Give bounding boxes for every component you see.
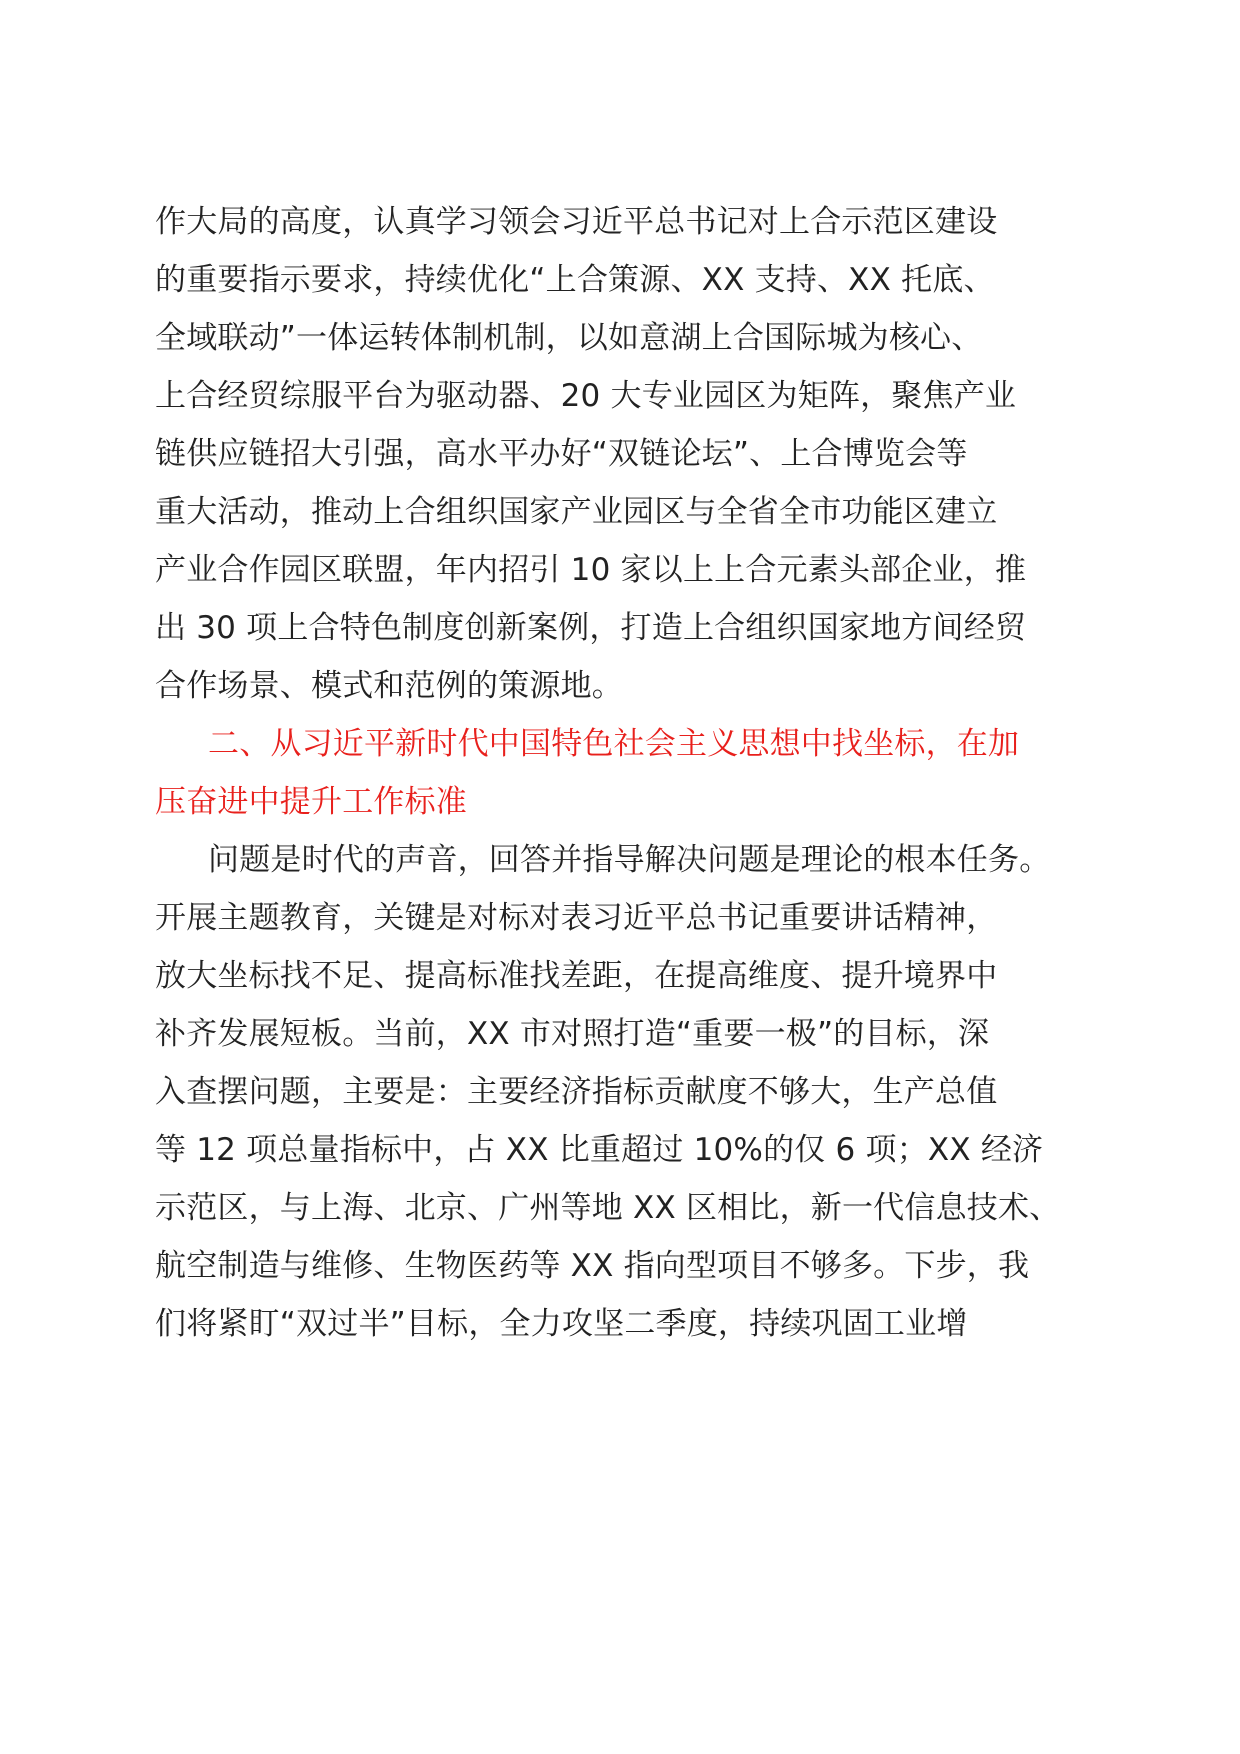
paragraph-1-line: 合作场景、模式和范例的策源地。	[155, 668, 623, 704]
paragraph-1-line: 出 30 项上合特色制度创新案例，打造上合组织国家地方间经贸	[155, 610, 1027, 646]
paragraph-2-line: 补齐发展短板。当前，XX 市对照打造“重要一极”的目标，深	[155, 1016, 990, 1052]
paragraph-1-line: 上合经贸综服平台为驱动器、20 大专业园区为矩阵，聚焦产业	[155, 378, 1017, 414]
paragraph-2-line: 航空制造与维修、生物医药等 XX 指向型项目不够多。下步，我	[155, 1248, 1030, 1284]
paragraph-1-line: 作大局的高度，认真学习领会习近平总书记对上合示范区建设	[155, 204, 998, 240]
paragraph-1-line: 的重要指示要求，持续优化“上合策源、XX 支持、XX 托底、	[155, 262, 995, 298]
paragraph-1-line: 全域联动”一体运转体制机制，以如意湖上合国际城为核心、	[155, 320, 983, 356]
section-heading: 压奋进中提升工作标准	[155, 784, 467, 820]
paragraph-2-line: 示范区，与上海、北京、广州等地 XX 区相比，新一代信息技术、	[155, 1190, 1061, 1226]
paragraph-2-line: 放大坐标找不足、提高标准找差距，在提高维度、提升境界中	[155, 958, 998, 994]
paragraph-2-line: 问题是时代的声音，回答并指导解决问题是理论的根本任务。	[208, 842, 1051, 878]
section-heading: 二、从习近平新时代中国特色社会主义思想中找坐标，在加	[208, 726, 1020, 762]
paragraph-1-line: 重大活动，推动上合组织国家产业园区与全省全市功能区建立	[155, 494, 998, 530]
paragraph-1-line: 链供应链招大引强，高水平办好“双链论坛”、上合博览会等	[155, 436, 968, 472]
paragraph-2-line: 等 12 项总量指标中，占 XX 比重超过 10%的仅 6 项；XX 经济	[155, 1132, 1044, 1168]
paragraph-1-line: 产业合作园区联盟，年内招引 10 家以上上合元素头部企业，推	[155, 552, 1027, 588]
paragraph-2-line: 们将紧盯“双过半”目标，全力攻坚二季度，持续巩固工业增	[155, 1306, 968, 1342]
paragraph-2-line: 入查摆问题，主要是：主要经济指标贡献度不够大，生产总值	[155, 1074, 998, 1110]
paragraph-2-line: 开展主题教育，关键是对标对表习近平总书记重要讲话精神，	[155, 900, 998, 936]
